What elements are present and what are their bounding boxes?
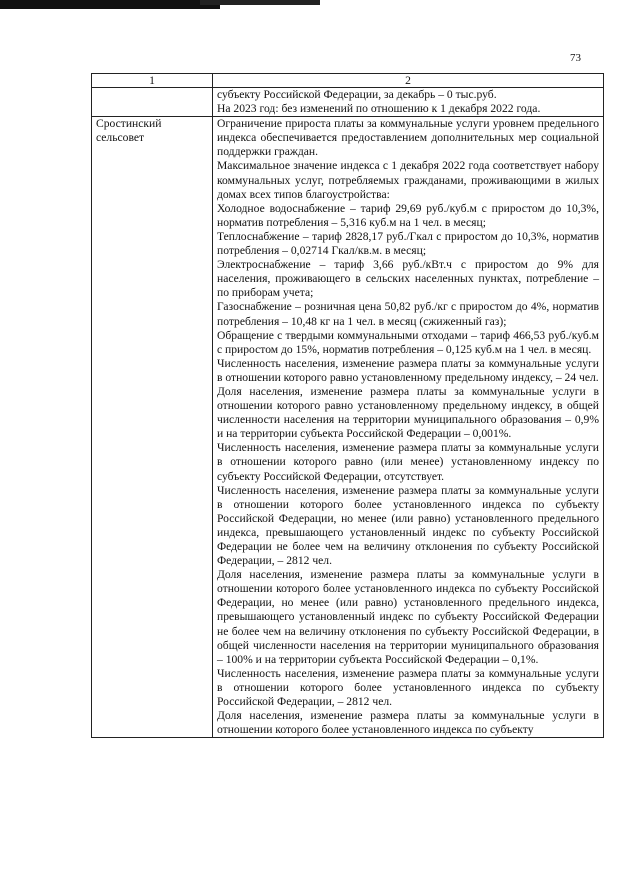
paragraph: На 2023 год: без изменений по отношению к 1 декабря 2022 года. <box>217 102 541 116</box>
paragraph: Максимальное значение индекса с 1 декабря 2022 года соответствует набору коммунальных услуг, потребляемых гражданами, проживающими в жилых домах всех типов благоустройства: <box>217 159 599 201</box>
paragraph: Доля населения, изменение размера платы за коммунальные услуги в отношении которого равно установленному предельному индексу, в общей численности населения на территории муниципального образования – 0,9% и на территории субъекта Российской Федерации – 0,001%. <box>217 384 599 441</box>
paragraph: субъекту Российской Федерации, за декабрь – 0 тыс.руб. <box>217 88 497 101</box>
paragraph: Численность населения, изменение размера платы за коммунальные услуги в отношении которого более установленного индекса по субъекту Российской Федерации, но менее (или равно) установленного предельного индекса, превышающего установленный индекс по субъекту Российской Федерации не более чем на величину отклонения по субъекту Российской Федерации, – 2812 чел. <box>217 483 599 568</box>
paragraph: Численность населения, изменение размера платы за коммунальные услуги в отношении которого равно (или менее) установленному индексу по субъекту Российской Федерации, отсутствует. <box>217 441 599 483</box>
paragraph: Теплоснабжение – тариф 2828,17 руб./Гкал с приростом до 10,3%, норматив потребления – 0,02714 Гкал/кв.м. в месяц; <box>217 229 599 258</box>
row-label-line: сельсовет <box>96 131 145 145</box>
paragraph: Ограничение прироста платы за коммунальные услуги уровнем предельного индекса обеспечивается предоставлением дополнительных мер социальной поддержки граждан. <box>217 117 599 159</box>
table-row-continuation <box>92 88 604 117</box>
row-content <box>213 117 604 738</box>
row-label-line: Сростинский <box>96 117 162 131</box>
row-label <box>92 117 213 738</box>
row-label-empty <box>92 88 213 117</box>
paragraph: Доля населения, изменение размера платы за коммунальные услуги в отношении которого более установленного индекса по субъекту <box>217 709 599 737</box>
paragraph: Холодное водоснабжение – тариф 29,69 руб./куб.м с приростом до 10,3%, норматив потребления – 5,316 куб.м на 1 чел. в месяц; <box>217 201 599 229</box>
data-table <box>91 73 604 738</box>
paragraph: Газоснабжение – розничная цена 50,82 руб./кг с приростом до 4%, норматив потребления – 10,48 кг на 1 чел. в месяц (сжиженный газ); <box>217 300 599 328</box>
paragraph: Электроснабжение – тариф 3,66 руб./кВт.ч с приростом до 9% для населения, проживающего в сельских населенных пунктах, потребление – по приборам учета; <box>217 258 599 300</box>
paragraph: Численность населения, изменение размера платы за коммунальные услуги в отношении которого равно установленному предельному индексу, – 24 чел. <box>217 356 599 384</box>
table-row-srostinsky <box>92 117 604 738</box>
table-header-row <box>92 74 604 88</box>
header-cell-2: 2 <box>213 74 604 88</box>
row-content <box>213 88 604 117</box>
paragraph: Численность населения, изменение размера платы за коммунальные услуги в отношении которого более установленного индекса по субъекту Российской Федерации, – 2812 чел. <box>217 666 599 709</box>
paragraph: Доля населения, изменение размера платы за коммунальные услуги в отношении которого более установленного индекса по субъекту Российской Федерации, но менее (или равно) установленного предельного индекса, превышающего установленный индекс по субъекту Российской Федерации не более чем на величину отклонения по субъекту Российской Федерации, в общей численности населения на территории муниципального образования – 100% и на территории субъекта Российской Федерации – 0,1%. <box>217 568 599 666</box>
scan-edge-mark-thin <box>200 0 320 5</box>
header-cell-1: 1 <box>92 74 213 88</box>
page-number: 73 <box>570 52 581 64</box>
paragraph: Обращение с твердыми коммунальными отходами – тариф 466,53 руб./куб.м с приростом до 15%, норматив потребления – 0,125 куб.м на 1 чел. в месяц. <box>217 328 599 356</box>
scan-edge-mark <box>0 0 220 9</box>
